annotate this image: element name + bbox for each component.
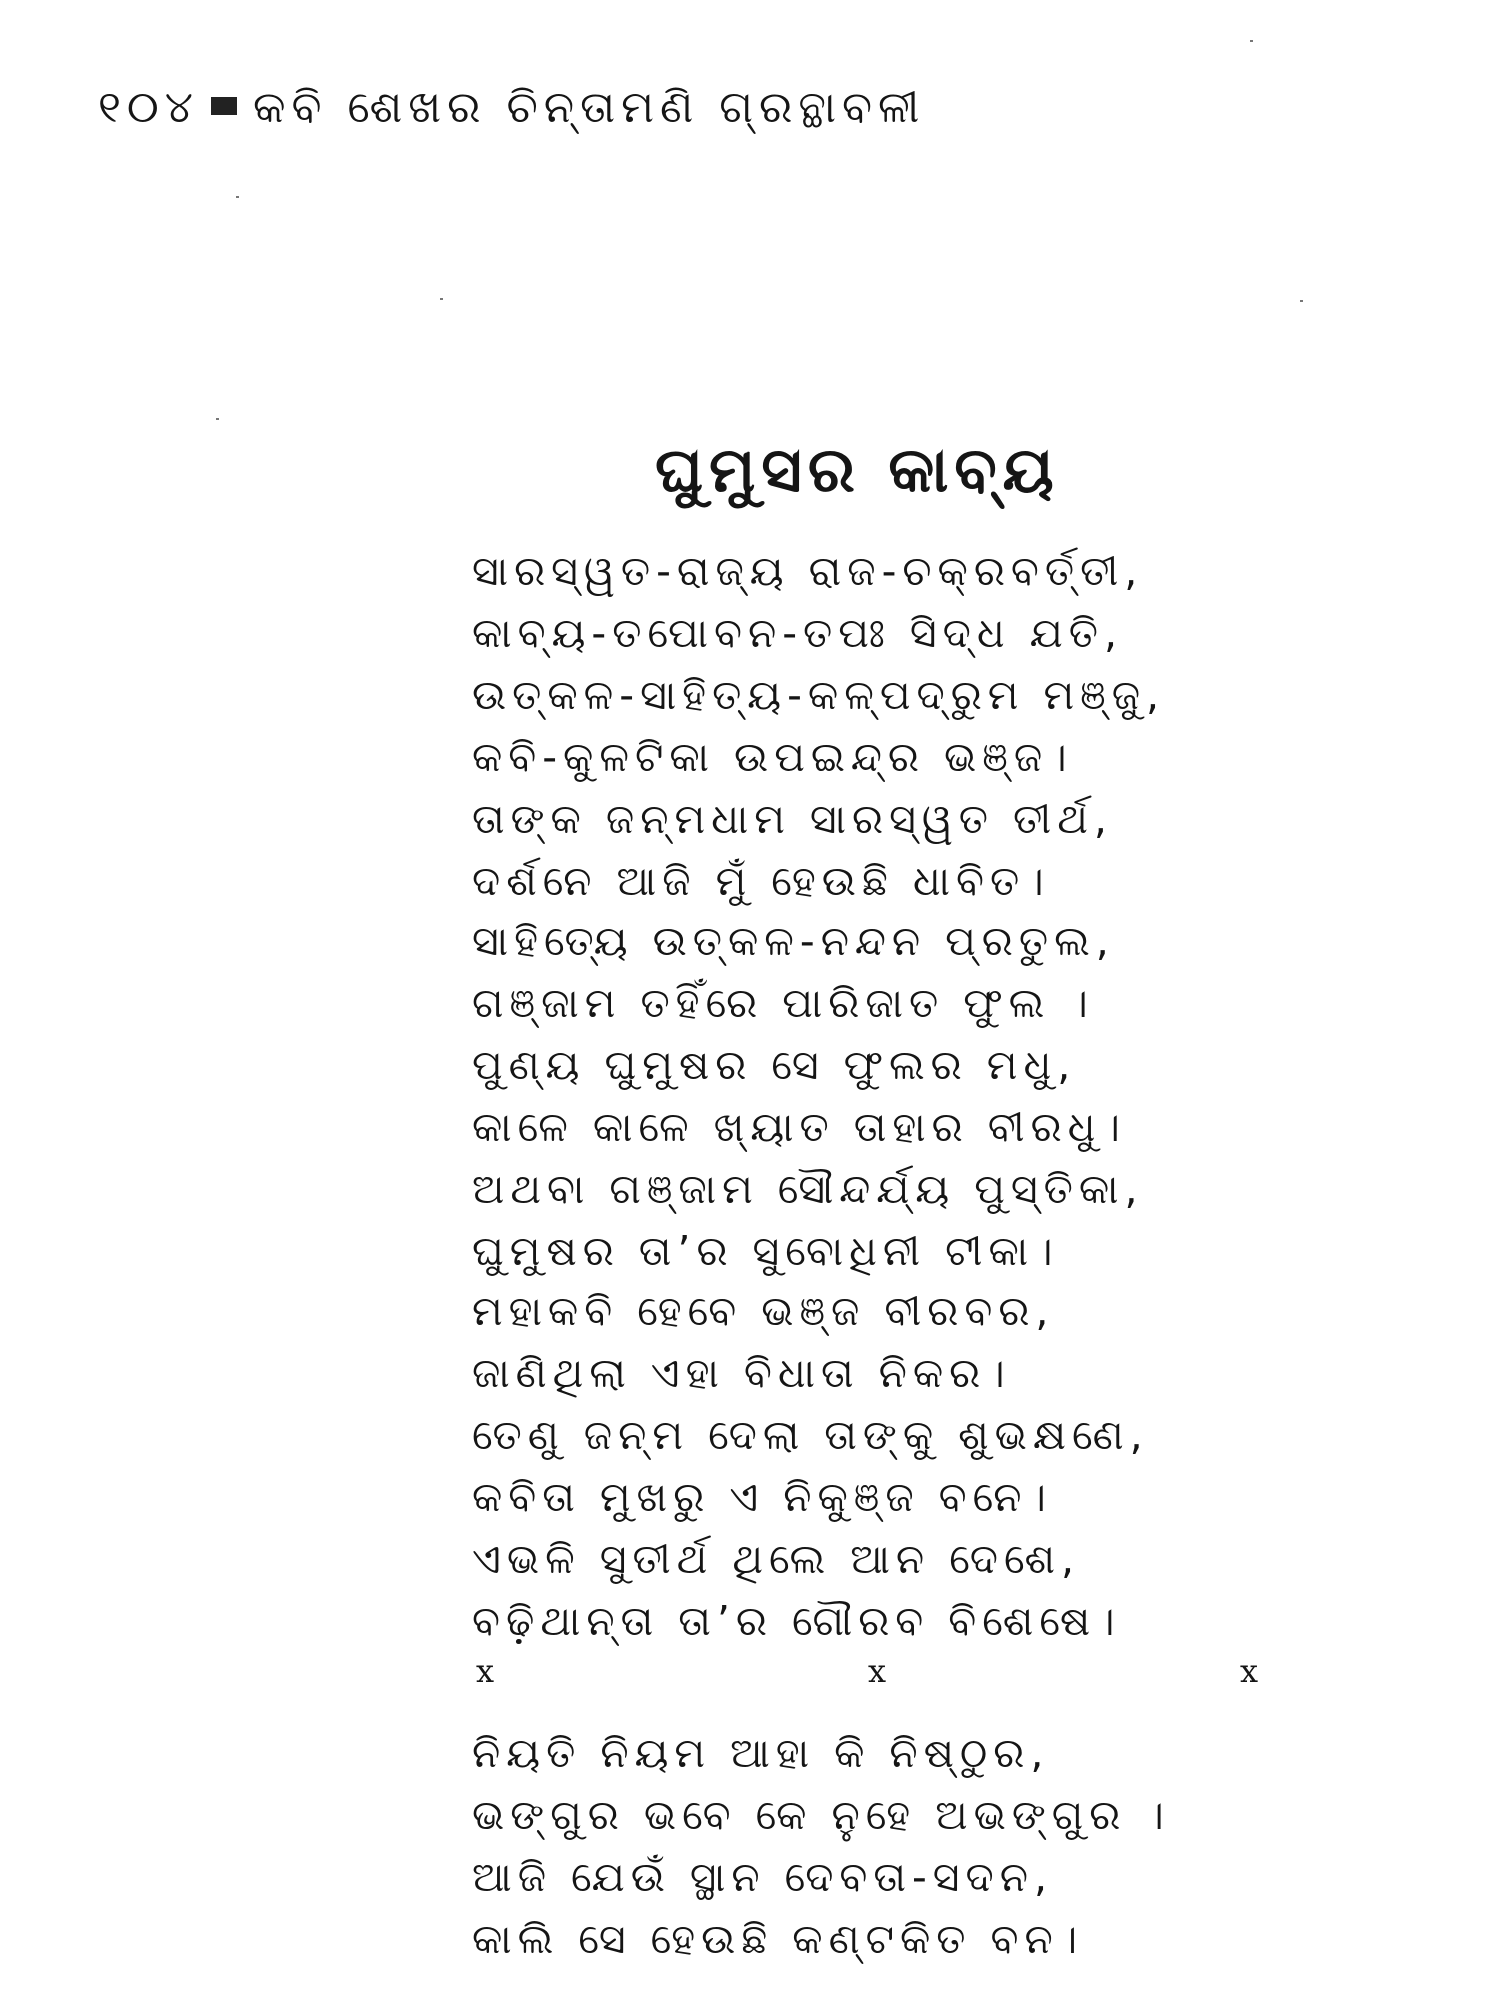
poem-line: କାଳେ କାଳେ ଖ୍ୟାତ ତାହାର ବୀରଧୁ।	[472, 1103, 1126, 1151]
stanza-4	[472, 1722, 1170, 1970]
poem-line: ଦର୍ଶନେ ଆଜି ମୁଁ ହେଉଛି ଧାବିତ।	[472, 857, 1050, 905]
poem-line: ତାଙ୍କ ଜନ୍ମଧାମ ସାରସ୍ୱତ ତୀର୍ଥ,	[472, 795, 1113, 843]
stanza-1	[472, 540, 1165, 912]
section-break	[0, 1652, 1500, 1702]
poem-line: କାବ୍ୟ-ତପୋବନ-ତପଃ ସିଦ୍ଧ ଯତି,	[472, 609, 1124, 657]
scan-speck	[1250, 40, 1253, 42]
poem-line: ବଢ଼ିଥାନ୍ତା ତା’ର ଗୌରବ ବିଶେଷେ।	[472, 1597, 1121, 1645]
poem-title: ଘୁମୁସର କାବ୍ୟ	[655, 433, 1060, 506]
scan-speck	[216, 418, 219, 420]
poem-line: ଉତ୍କଳ-ସାହିତ୍ୟ-କଳ୍ପଦ୍ରୁମ ମଞ୍ଜୁ,	[472, 671, 1166, 719]
poem-line: ଭଙ୍ଗୁର ଭବେ କେ ନୁହେ ଅଭଙ୍ଗୁର ।	[472, 1791, 1170, 1839]
poem-line: ନିୟତି ନିୟମ ଆହା କି ନିଷ୍ଠୁର,	[472, 1729, 1050, 1777]
page-number: ୧୦୪	[98, 82, 199, 133]
section-break-mark: x	[1240, 1652, 1259, 1690]
scan-speck	[1300, 300, 1303, 302]
separator-square-icon	[211, 97, 237, 115]
section-break-mark: x	[476, 1652, 495, 1690]
poem-line: ତେଣୁ ଜନ୍ମ ଦେଲା ତାଙ୍କୁ ଶୁଭକ୍ଷଣେ,	[472, 1411, 1149, 1459]
scan-speck	[440, 298, 443, 300]
page-header	[98, 78, 925, 138]
poem-line: ଜାଣିଥିଲା ଏହା ବିଧାତା ନିକର।	[472, 1349, 1011, 1397]
stanza-2	[472, 910, 1144, 1282]
poem-line: ଆଜି ଯେଉଁ ସ୍ଥାନ ଦେବତା-ସଦନ,	[472, 1853, 1053, 1901]
poem-line: ସାରସ୍ୱତ-ରାଜ୍ୟ ରାଜ-ଚକ୍ରବର୍ତ୍ତୀ,	[472, 547, 1144, 595]
poem-line: କବିତା ମୁଖରୁ ଏ ନିକୁଞ୍ଜ ବନେ।	[472, 1473, 1052, 1521]
stanza-3	[472, 1280, 1149, 1652]
poem-line: ମହାକବି ହେବେ ଭଞ୍ଜ ବୀରବର,	[472, 1287, 1055, 1335]
poem-line: ଘୁମୁଷର ତା’ର ସୁବୋଧିନୀ ଟୀକା।	[472, 1227, 1059, 1275]
poem-line: କବି-କୁଳଟିକା ଉପଇନ୍ଦ୍ର ଭଞ୍ଜ।	[472, 733, 1073, 781]
poem-line: ଗଞ୍ଜାମ ତହିଁରେ ପାରିଜାତ ଫୁଲ ।	[472, 979, 1094, 1027]
poem-line: ଏଭଳି ସୁତୀର୍ଥ ଥିଲେ ଆନ ଦେଶେ,	[472, 1535, 1081, 1583]
book-title: କବି ଶେଖର ଚିନ୍ତାମଣି ଗ୍ରନ୍ଥାବଳୀ	[252, 82, 926, 133]
poem-line: ଅଥବା ଗଞ୍ଜାମ ସୌନ୍ଦର୍ଯ୍ୟ ପୁସ୍ତିକା,	[472, 1165, 1144, 1213]
poem-line: ସାହିତ୍ୟେ ଉତ୍କଳ-ନନ୍ଦନ ପ୍ରତୁଲ,	[472, 917, 1115, 965]
section-break-mark: x	[868, 1652, 887, 1690]
poem-line: ପୁଣ୍ୟ ଘୁମୁଷର ସେ ଫୁଲର ମଧୁ,	[472, 1041, 1077, 1089]
scan-speck	[236, 196, 239, 198]
poem-line: କାଲି ସେ ହେଉଛି କଣ୍ଟକିତ ବନ।	[472, 1915, 1084, 1963]
